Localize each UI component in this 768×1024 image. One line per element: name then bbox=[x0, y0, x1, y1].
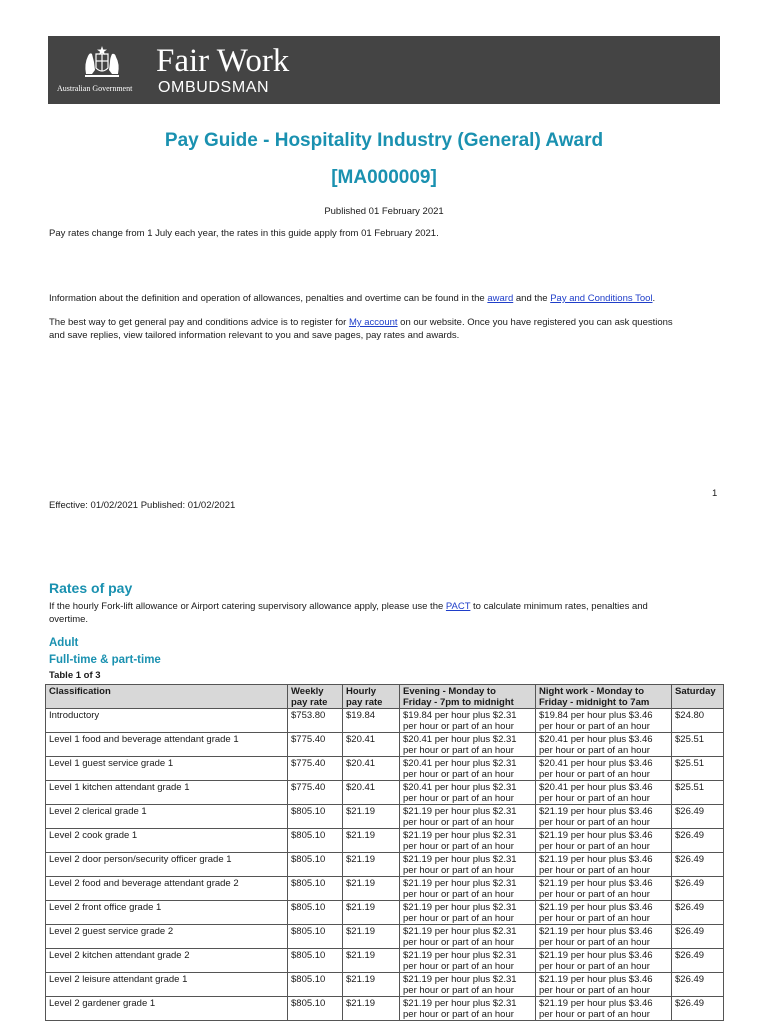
pay-conditions-tool-link[interactable]: Pay and Conditions Tool bbox=[550, 293, 653, 304]
table-row bbox=[46, 781, 724, 805]
cell-classification: Level 1 guest service grade 1 bbox=[46, 757, 288, 781]
cell-saturday: $24.80 bbox=[672, 709, 724, 733]
cell-classification: Level 2 kitchen attendant grade 2 bbox=[46, 949, 288, 973]
cell-evening: $20.41 per hour plus $2.31 per hour or part of an hour bbox=[400, 757, 536, 781]
table-row bbox=[46, 709, 724, 733]
pact-link[interactable]: PACT bbox=[445, 601, 471, 612]
table-row bbox=[46, 901, 724, 925]
cell-night: $21.19 per hour plus $3.46 per hour or part of an hour bbox=[536, 901, 672, 925]
rates-note-continued: to calculate minimum rates, penalties and bbox=[470, 601, 648, 612]
cell-weekly: $805.10 bbox=[288, 973, 343, 997]
cell-evening: $21.19 per hour plus $2.31 per hour or part of an hour bbox=[400, 997, 536, 1021]
cell-classification: Level 1 food and beverage attendant grade 1 bbox=[46, 733, 288, 757]
info-paragraph bbox=[49, 292, 655, 305]
table-caption: Table 1 of 3 bbox=[49, 670, 101, 681]
cell-night: $20.41 per hour plus $3.46 per hour or part of an hour bbox=[536, 733, 672, 757]
cell-hourly: $21.19 bbox=[343, 901, 400, 925]
cell-evening: $20.41 per hour plus $2.31 per hour or part of an hour bbox=[400, 733, 536, 757]
cell-classification: Level 2 clerical grade 1 bbox=[46, 805, 288, 829]
cell-saturday: $26.49 bbox=[672, 997, 724, 1021]
cell-evening: $21.19 per hour plus $2.31 per hour or part of an hour bbox=[400, 949, 536, 973]
cell-hourly: $21.19 bbox=[343, 997, 400, 1021]
cell-weekly: $805.10 bbox=[288, 949, 343, 973]
cell-night: $19.84 per hour plus $3.46 per hour or part of an hour bbox=[536, 709, 672, 733]
cell-night: $21.19 per hour plus $3.46 per hour or part of an hour bbox=[536, 997, 672, 1021]
cell-hourly: $21.19 bbox=[343, 805, 400, 829]
cell-evening: $19.84 per hour plus $2.31 per hour or part of an hour bbox=[400, 709, 536, 733]
cell-weekly: $805.10 bbox=[288, 997, 343, 1021]
cell-classification: Level 2 leisure attendant grade 1 bbox=[46, 973, 288, 997]
cell-weekly: $805.10 bbox=[288, 805, 343, 829]
cell-weekly: $775.40 bbox=[288, 733, 343, 757]
cell-night: $21.19 per hour plus $3.46 per hour or part of an hour bbox=[536, 829, 672, 853]
header-evening: Evening - Monday to Friday - 7pm to midnight bbox=[400, 685, 536, 709]
page-title: Pay Guide - Hospitality Industry (General) Award bbox=[164, 130, 604, 151]
cell-night: $21.19 per hour plus $3.46 per hour or part of an hour bbox=[536, 805, 672, 829]
cell-saturday: $26.49 bbox=[672, 949, 724, 973]
fulltime-heading: Full-time & part-time bbox=[49, 654, 161, 666]
cell-classification: Introductory bbox=[46, 709, 288, 733]
cell-evening: $21.19 per hour plus $2.31 per hour or part of an hour bbox=[400, 925, 536, 949]
cell-evening: $21.19 per hour plus $2.31 per hour or part of an hour bbox=[400, 901, 536, 925]
table-row bbox=[46, 853, 724, 877]
cell-hourly: $21.19 bbox=[343, 949, 400, 973]
advice-text: The best way to get general pay and conditions advice is to register for bbox=[49, 317, 349, 328]
header-weekly: Weekly pay rate bbox=[288, 685, 343, 709]
header-banner bbox=[48, 36, 720, 104]
header-saturday: Saturday bbox=[672, 685, 724, 709]
rates-note-text: If the hourly Fork-lift allowance or Airport catering supervisory allowance apply, please use the bbox=[49, 601, 446, 612]
table-row bbox=[46, 949, 724, 973]
cell-saturday: $26.49 bbox=[672, 877, 724, 901]
cell-weekly: $805.10 bbox=[288, 925, 343, 949]
rates-heading: Rates of pay bbox=[49, 580, 133, 596]
cell-hourly: $21.19 bbox=[343, 877, 400, 901]
cell-hourly: $20.41 bbox=[343, 781, 400, 805]
table-row bbox=[46, 733, 724, 757]
cell-classification: Level 2 cook grade 1 bbox=[46, 829, 288, 853]
award-link[interactable]: award bbox=[487, 293, 514, 304]
pay-rates-table bbox=[45, 684, 724, 1021]
adult-heading: Adult bbox=[49, 637, 79, 649]
cell-night: $20.41 per hour plus $3.46 per hour or part of an hour bbox=[536, 757, 672, 781]
cell-hourly: $21.19 bbox=[343, 829, 400, 853]
cell-evening: $21.19 per hour plus $2.31 per hour or part of an hour bbox=[400, 853, 536, 877]
cell-weekly: $805.10 bbox=[288, 829, 343, 853]
advice-text-continued: on our website. Once you have registered you can ask questions bbox=[397, 317, 673, 328]
brand-name: Fair Work bbox=[156, 43, 290, 79]
cell-night: $21.19 per hour plus $3.46 per hour or part of an hour bbox=[536, 925, 672, 949]
cell-saturday: $25.51 bbox=[672, 781, 724, 805]
cell-night: $21.19 per hour plus $3.46 per hour or part of an hour bbox=[536, 877, 672, 901]
cell-evening: $21.19 per hour plus $2.31 per hour or part of an hour bbox=[400, 805, 536, 829]
cell-night: $21.19 per hour plus $3.46 per hour or part of an hour bbox=[536, 973, 672, 997]
cell-saturday: $26.49 bbox=[672, 829, 724, 853]
cell-evening: $21.19 per hour plus $2.31 per hour or part of an hour bbox=[400, 829, 536, 853]
table-row bbox=[46, 973, 724, 997]
cell-classification: Level 2 door person/security officer grade 1 bbox=[46, 853, 288, 877]
cell-classification: Level 2 front office grade 1 bbox=[46, 901, 288, 925]
header-hourly: Hourly pay rate bbox=[343, 685, 400, 709]
cell-saturday: $26.49 bbox=[672, 925, 724, 949]
cell-saturday: $26.49 bbox=[672, 853, 724, 877]
cell-hourly: $21.19 bbox=[343, 973, 400, 997]
cell-hourly: $19.84 bbox=[343, 709, 400, 733]
table-header-row bbox=[46, 685, 724, 709]
effective-footer: Effective: 01/02/2021 Published: 01/02/2021 bbox=[49, 500, 236, 511]
header-night: Night work - Monday to Friday - midnight to 7am bbox=[536, 685, 672, 709]
table-row bbox=[46, 829, 724, 853]
cell-classification: Level 2 food and beverage attendant grade 2 bbox=[46, 877, 288, 901]
cell-classification: Level 2 gardener grade 1 bbox=[46, 997, 288, 1021]
table-row bbox=[46, 925, 724, 949]
cell-saturday: $26.49 bbox=[672, 805, 724, 829]
cell-evening: $20.41 per hour plus $2.31 per hour or part of an hour bbox=[400, 781, 536, 805]
brand-subtitle: OMBUDSMAN bbox=[158, 79, 270, 96]
rates-note bbox=[49, 600, 648, 613]
cell-weekly: $805.10 bbox=[288, 877, 343, 901]
cell-night: $21.19 per hour plus $3.46 per hour or part of an hour bbox=[536, 853, 672, 877]
award-code: [MA000009] bbox=[331, 167, 437, 188]
table-row bbox=[46, 757, 724, 781]
cell-night: $21.19 per hour plus $3.46 per hour or part of an hour bbox=[536, 949, 672, 973]
cell-night: $20.41 per hour plus $3.46 per hour or part of an hour bbox=[536, 781, 672, 805]
cell-hourly: $20.41 bbox=[343, 733, 400, 757]
cell-weekly: $805.10 bbox=[288, 853, 343, 877]
header-classification: Classification bbox=[46, 685, 288, 709]
info-text: Information about the definition and operation of allowances, penalties and overtime can be found in the bbox=[49, 293, 488, 304]
cell-evening: $21.19 per hour plus $2.31 per hour or part of an hour bbox=[400, 973, 536, 997]
rates-note-line2: overtime. bbox=[49, 614, 89, 625]
cell-weekly: $775.40 bbox=[288, 757, 343, 781]
cell-hourly: $20.41 bbox=[343, 757, 400, 781]
cell-weekly: $775.40 bbox=[288, 781, 343, 805]
cell-saturday: $26.49 bbox=[672, 901, 724, 925]
intro-text: Pay rates change from 1 July each year, the rates in this guide apply from 01 February 2021. bbox=[49, 228, 439, 239]
government-label: Australian Government bbox=[57, 84, 133, 93]
info-text-middle: and the bbox=[513, 293, 551, 304]
cell-saturday: $26.49 bbox=[672, 973, 724, 997]
page-number: 1 bbox=[712, 488, 718, 499]
table-row bbox=[46, 877, 724, 901]
coat-of-arms-icon bbox=[80, 44, 124, 80]
cell-classification: Level 1 kitchen attendant grade 1 bbox=[46, 781, 288, 805]
table-row bbox=[46, 805, 724, 829]
cell-hourly: $21.19 bbox=[343, 925, 400, 949]
cell-classification: Level 2 guest service grade 2 bbox=[46, 925, 288, 949]
advice-text-line2: and save replies, view tailored information relevant to you and save pages, pay rates and awards. bbox=[49, 330, 460, 341]
cell-saturday: $25.51 bbox=[672, 757, 724, 781]
table-row bbox=[46, 997, 724, 1021]
cell-weekly: $753.80 bbox=[288, 709, 343, 733]
cell-saturday: $25.51 bbox=[672, 733, 724, 757]
my-account-link[interactable]: My account bbox=[348, 317, 398, 328]
cell-evening: $21.19 per hour plus $2.31 per hour or part of an hour bbox=[400, 877, 536, 901]
cell-hourly: $21.19 bbox=[343, 853, 400, 877]
published-date: Published 01 February 2021 bbox=[324, 206, 444, 217]
advice-paragraph bbox=[49, 316, 673, 329]
cell-weekly: $805.10 bbox=[288, 901, 343, 925]
info-text-suffix: . bbox=[652, 293, 656, 304]
